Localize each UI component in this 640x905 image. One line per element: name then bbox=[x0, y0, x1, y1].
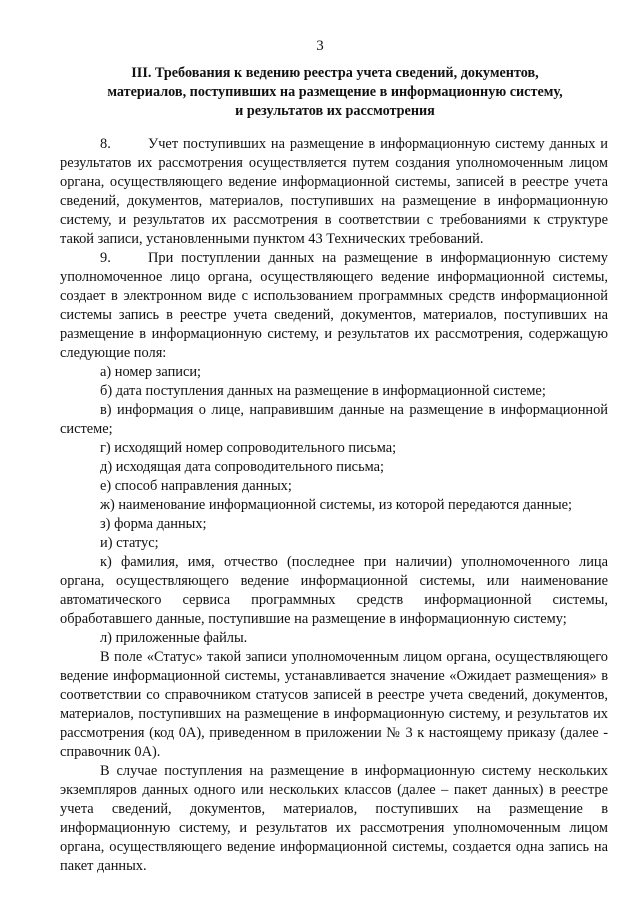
section-heading bbox=[80, 64, 590, 121]
list-item: в) информация о лице, направившим данные на размещение в информационной системе; bbox=[60, 402, 608, 437]
paragraph-8-text: Учет поступивших на размещение в информационную систему данных и результатов их рассмотрения осуществляется путем создания уполномоченным лицом органа, осуществляющего ведение информационной системы, записей в реестре учета сведений, документов, материалов, поступивших на размещение в информационную систему, и результатов их рассмотрения в соответствии с требованиями к структуре такой записи, установленными пунктом 43 Технических требований. bbox=[60, 136, 608, 247]
list-item: б) дата поступления данных на размещение в информационной системе; bbox=[100, 383, 546, 399]
paragraph-9-number: 9. bbox=[100, 250, 111, 266]
paragraph-8-number: 8. bbox=[100, 136, 111, 152]
list-item: л) приложенные файлы. bbox=[100, 630, 248, 646]
list-item: а) номер записи; bbox=[100, 364, 202, 380]
paragraph-9-text: При поступлении данных на размещение в информационную систему уполномоченное лицо органа, осуществляющего ведение информационной системы, создает в электронном виде с использованием программных средств информационной системы запись в реестре учета сведений, документов, материалов, поступивших на размещение в информационную систему, и результатов их рассмотрения, содержащую следующие поля: bbox=[60, 250, 608, 361]
section-heading-line-2: материалов, поступивших на размещение в информационную систему, bbox=[107, 84, 563, 100]
list-item: з) форма данных; bbox=[100, 516, 207, 532]
paragraph-9 bbox=[60, 249, 608, 363]
list-item: д) исходящая дата сопроводительного письма; bbox=[100, 459, 385, 475]
list-item: е) способ направления данных; bbox=[100, 478, 292, 494]
document-body bbox=[60, 135, 608, 876]
page-number: 3 bbox=[316, 38, 324, 54]
section-heading-line-1: III. Требования к ведению реестра учета сведений, документов, bbox=[131, 65, 539, 81]
paragraph-8 bbox=[60, 135, 608, 249]
list-item: к) фамилия, имя, отчество (последнее при наличии) уполномоченного лица органа, осуществляющего ведение информационной системы, или наименование автоматического сервиса программных средств информационной системы, обработавшего данные, поступившие на размещение в информационную систему; bbox=[60, 554, 608, 627]
list-item: г) исходящий номер сопроводительного письма; bbox=[100, 440, 397, 456]
package-paragraph: В случае поступления на размещение в информационную систему нескольких экземпляров данных одного или нескольких классов (далее – пакет данных) в реестре учета сведений, документов, материалов, поступивших на размещение в информационную систему, и результатов их рассмотрения уполномоченным лицом органа, осуществляющего ведение информационной системы, создается одна запись на пакет данных. bbox=[60, 763, 608, 874]
status-paragraph: В поле «Статус» такой записи уполномоченным лицом органа, осуществляющего ведение информационной системы, устанавливается значение «Ожидает размещения» в соответствии со справочником статусов записей в реестре учета сведений, документов, материалов, поступивших на размещение в информационную систему, и результатов их рассмотрения (код 0А), приведенном в приложении № 3 к настоящему приказу (далее - справочник 0А). bbox=[60, 649, 608, 760]
list-item: ж) наименование информационной системы, из которой передаются данные; bbox=[100, 497, 573, 513]
list-item: и) статус; bbox=[100, 535, 159, 551]
section-heading-line-3: и результатов их рассмотрения bbox=[235, 103, 435, 119]
